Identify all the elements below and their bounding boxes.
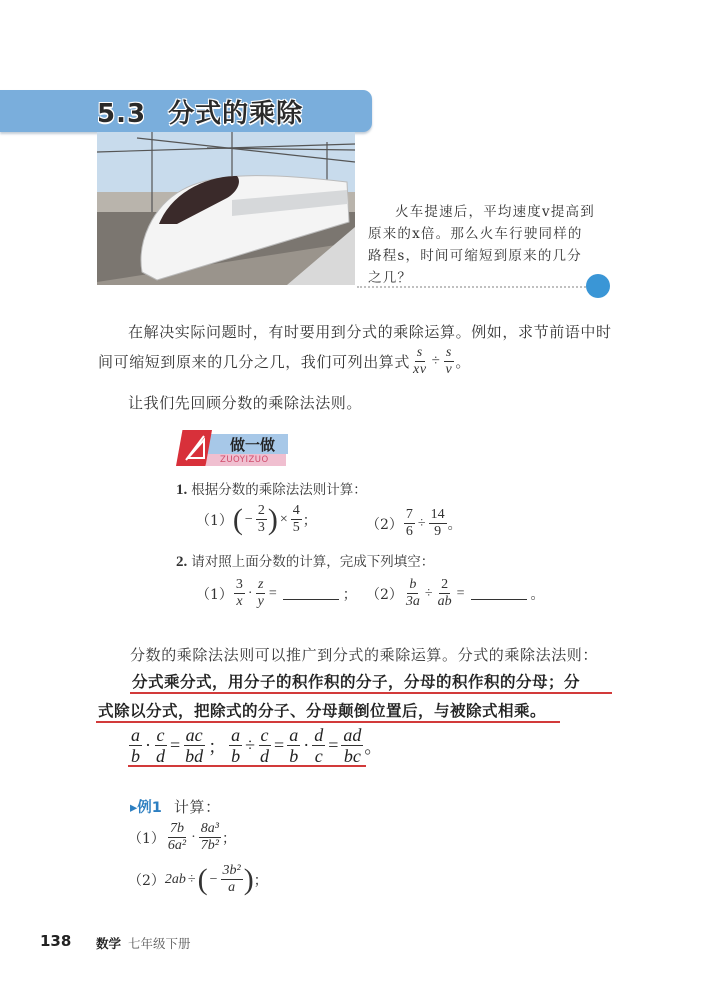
intro-question xyxy=(368,201,600,289)
activity-badge xyxy=(176,430,288,466)
section-number: 5.3 xyxy=(97,99,147,129)
paragraph-1-text: 间可缩短到原来的几分之几，我们可列出算式 xyxy=(98,353,411,371)
paragraph-1-line-2: 间可缩短到原来的几分之几，我们可列出算式 $\frac{s}{xv}$ ÷ $\frac{s}{v}$ 。 xyxy=(98,345,471,377)
rule-line-2: 式除以分式，把除式的分子、分母颠倒位置后，与被除式相乘。 xyxy=(98,702,547,720)
blue-dot-decoration xyxy=(586,274,610,298)
train-photo xyxy=(97,132,355,285)
example-tag: ▸例1 xyxy=(130,800,162,816)
rule-formula: $\frac{a}{b}$ · $\frac{c}{d}$ = $\frac{ac}{bd}$ ； $\frac{a}{b}$ ÷ $\frac{c}{d}$ = $\frac{a}{b}$ · $\frac{d}{c}$ = $\frac{ad}{bc}$ 。 xyxy=(131,725,383,766)
question-2-item-2: （2） $\frac{b}{3a}$ ÷ $\frac{2}{ab}$ = 。 xyxy=(366,577,545,609)
question-1-item-1: （1） ( − $\frac{2}{3}$ ) × $\frac{4}{5}$ ； xyxy=(196,502,317,536)
formula-underline xyxy=(128,765,366,767)
example-item-2: （2） 2ab ÷ ( − $\frac{\text{3b²}}{a}$ ) ； xyxy=(128,862,268,896)
example-1-heading: ▸例1 计算： xyxy=(130,798,221,816)
divide-operator: ÷ xyxy=(431,353,441,369)
activity-title: 做一做 xyxy=(230,436,276,454)
footer-subject: 数学 xyxy=(96,936,122,951)
page-number: 138 xyxy=(40,932,72,950)
question-1-item-2: （2） $\frac{7}{6}$ ÷ $\frac{14}{9}$ 。 xyxy=(366,507,462,539)
activity-subtitle: ZUOYIZUO xyxy=(220,455,269,465)
fraction: $\frac{4}{5}$ xyxy=(292,503,300,535)
intro-line: 火车提速后，平均速度v提高到 xyxy=(395,204,595,220)
intro-line: 之几？ xyxy=(368,270,413,286)
fraction: $\frac{s}{v}$ xyxy=(445,345,453,377)
fraction: $\frac{14}{9}$ xyxy=(430,507,445,539)
section-title-text: 分式的乘除 xyxy=(168,99,304,129)
fraction: $\frac{2}{ab}$ xyxy=(437,577,452,609)
section-title xyxy=(97,93,303,130)
dotted-divider xyxy=(357,286,589,288)
question-2-item-1: （1） $\frac{3}{x}$ · $\frac{z}{y}$ = ； xyxy=(196,577,357,609)
fraction: $\frac{z}{y}$ xyxy=(257,577,264,609)
fraction: $\frac{7}{6}$ xyxy=(405,507,413,539)
question-2: 2. 请对照上面分数的计算，完成下列填空： xyxy=(176,554,435,570)
rule-underline xyxy=(96,721,560,723)
fraction: $\frac{2}{3}$ xyxy=(257,503,265,535)
footer-grade: 七年级下册 xyxy=(128,936,191,951)
rule-intro: 分数的乘除法法则可以推广到分式的乘除运算。分式的乘除法法则： xyxy=(130,646,599,664)
fraction: $\frac{s}{xv}$ xyxy=(413,345,427,377)
answer-blank[interactable] xyxy=(471,587,527,600)
fraction: $\frac{3}{x}$ xyxy=(235,577,243,609)
example-item-1: （1） $\frac{7b}{\text{6a²}}$ · $\frac{\text{8a³}}{\text{7b²}}$ ； xyxy=(128,821,236,853)
intro-line: 原来的x倍。那么火车行驶同样的 xyxy=(368,226,583,242)
question-1: 1. 根据分数的乘除法法则计算： xyxy=(176,482,367,498)
rule-line-1: 分式乘分式，用分子的积作积的分子，分母的积作积的分母；分 xyxy=(132,673,581,691)
train-illustration xyxy=(97,132,355,285)
answer-blank[interactable] xyxy=(283,587,339,600)
rule-underline xyxy=(130,692,612,694)
fraction: $\frac{b}{3a}$ xyxy=(405,577,420,609)
paragraph-1-line-1: 在解决实际问题时，有时要用到分式的乘除运算。例如，求节前语中时 xyxy=(128,323,612,341)
intro-line: 路程s，时间可缩短到原来的几分 xyxy=(368,248,582,264)
paragraph-2: 让我们先回顾分数的乘除法法则。 xyxy=(128,394,363,412)
